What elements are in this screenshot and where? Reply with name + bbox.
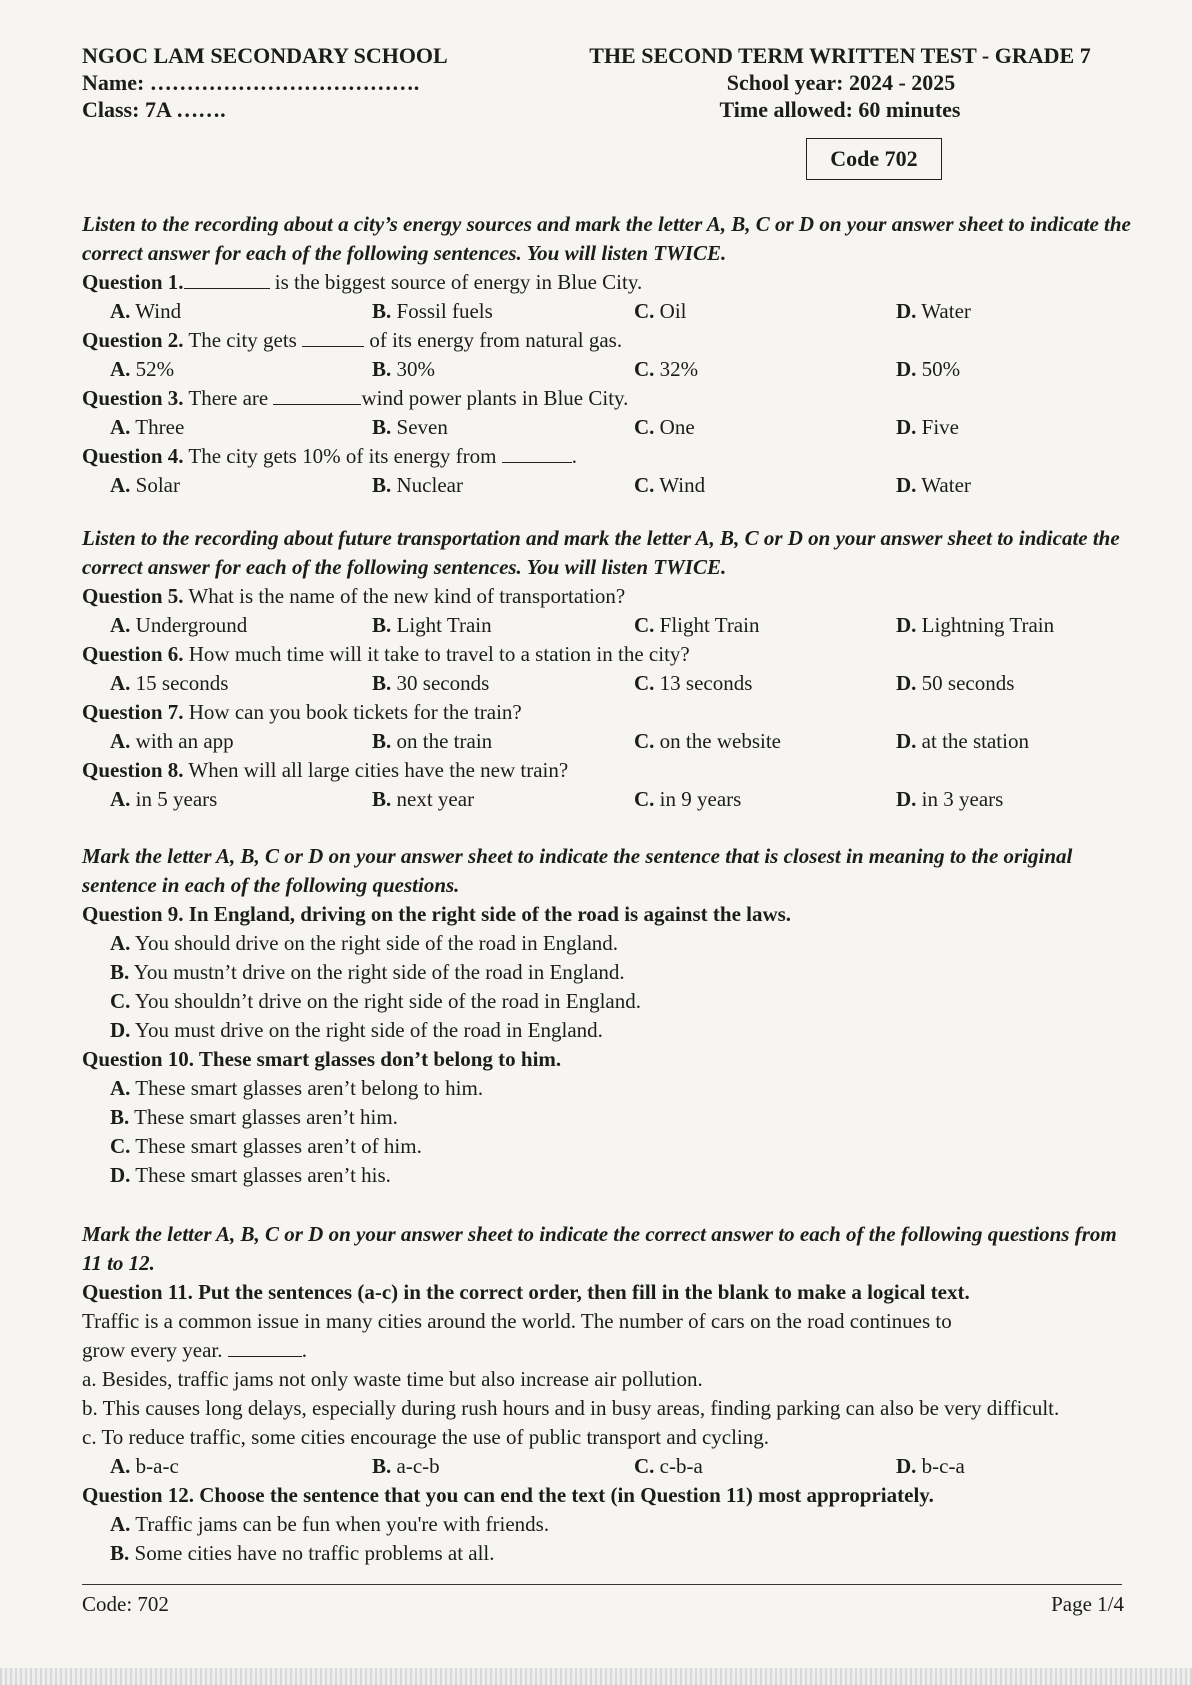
option-d: D. in 3 years: [896, 787, 1004, 811]
question-10: Question 10. These smart glasses don’t belong to him.: [82, 1047, 562, 1071]
question-number: Question 7.: [82, 700, 184, 724]
options-row: [82, 611, 1132, 640]
question-number: Question 6.: [82, 642, 184, 666]
option-b: B. These smart glasses aren’t him.: [110, 1105, 398, 1129]
question-12: Question 12. Choose the sentence that you can end the text (in Question 11) most appropriately.: [82, 1483, 934, 1507]
passage-line: grow every year. .: [82, 1338, 308, 1362]
option-d: D. Lightning Train: [896, 613, 1055, 637]
sentence-b: b. This causes long delays, especially during rush hours and in busy areas, finding parking can also be very difficult.: [82, 1396, 1060, 1420]
page-number: Page 1/4: [1051, 1592, 1124, 1616]
footer-divider: [82, 1584, 1122, 1585]
section-ordering: [82, 1220, 1132, 1568]
option-b: B. 30%: [372, 357, 436, 381]
option-d: D. b-c-a: [896, 1454, 965, 1478]
question-9: Question 9. In England, driving on the right side of the road is against the laws.: [82, 902, 792, 926]
answer-blank: [302, 328, 364, 347]
option-a: A. You should drive on the right side of the road in England.: [110, 931, 619, 955]
answer-blank: [273, 386, 361, 405]
option-d: D. You must drive on the right side of the road in England.: [110, 1018, 603, 1042]
class-field: Class: 7A …….: [82, 97, 226, 122]
option-d: D. Water: [896, 299, 971, 323]
section-instruction: Listen to the recording about future transportation and mark the letter A, B, C or D on your answer sheet to indicate the correct answer for each of the following sentences. You will listen TWICE.: [82, 526, 1120, 579]
option-d: D. Five: [896, 415, 960, 439]
option-a: A. Solar: [110, 473, 180, 497]
option-c: C. c-b-a: [634, 1454, 703, 1478]
option-d: D. 50 seconds: [896, 671, 1015, 695]
footer-code: Code: 702: [82, 1592, 169, 1616]
question-number: Question 5.: [82, 584, 184, 608]
test-title: THE SECOND TERM WRITTEN TEST - GRADE 7: [589, 43, 1091, 68]
exam-code-box: Code 702: [806, 138, 942, 180]
answer-blank: [184, 270, 270, 289]
option-b: B. a-c-b: [372, 1454, 440, 1478]
question-6: Question 6. How much time will it take to travel to a station in the city?: [82, 642, 690, 666]
section-transportation: [82, 524, 1132, 814]
question-4: Question 4. The city gets 10% of its energy from .: [82, 444, 578, 468]
question-3: Question 3. There are wind power plants in Blue City.: [82, 386, 629, 410]
option-c: C. 32%: [634, 357, 699, 381]
options-row: [82, 1452, 1132, 1481]
option-d: D. These smart glasses aren’t his.: [110, 1163, 391, 1187]
question-number: Question 2.: [82, 328, 184, 352]
option-c: C. in 9 years: [634, 787, 742, 811]
options-row: [82, 727, 1132, 756]
option-a: A. in 5 years: [110, 787, 218, 811]
question-number: Question 8.: [82, 758, 184, 782]
question-11: Question 11. Put the sentences (a-c) in the correct order, then fill in the blank to make a logical text.: [82, 1280, 970, 1304]
answer-blank: [228, 1338, 302, 1357]
option-c: C. on the website: [634, 729, 781, 753]
time-allowed: Time allowed: 60 minutes: [719, 97, 961, 122]
header-left: [82, 42, 448, 123]
option-a: A. Three: [110, 415, 185, 439]
option-b: B. Some cities have no traffic problems at all.: [110, 1541, 495, 1565]
option-b: B. 30 seconds: [372, 671, 490, 695]
question-number: Question 3.: [82, 386, 184, 410]
question-5: Question 5. What is the name of the new kind of transportation?: [82, 584, 626, 608]
option-b: B. on the train: [372, 729, 493, 753]
school-name: NGOC LAM SECONDARY SCHOOL: [82, 43, 448, 68]
answer-blank: [502, 444, 572, 463]
option-a: A. These smart glasses aren’t belong to him.: [110, 1076, 484, 1100]
option-d: D. 50%: [896, 357, 961, 381]
options-row: [82, 355, 1132, 384]
option-a: A. 15 seconds: [110, 671, 229, 695]
options-row: [82, 297, 1132, 326]
option-c: C. One: [634, 415, 695, 439]
options-row: [82, 785, 1132, 814]
option-d: D. at the station: [896, 729, 1029, 753]
option-b: B. Fossil fuels: [372, 299, 493, 323]
question-1: Question 1. is the biggest source of energy in Blue City.: [82, 270, 643, 294]
section-instruction: Mark the letter A, B, C or D on your answer sheet to indicate the sentence that is closest in meaning to the original sentence in each of the following questions.: [82, 844, 1073, 897]
question-8: Question 8. When will all large cities have the new train?: [82, 758, 569, 782]
option-c: C. You shouldn’t drive on the right side of the road in England.: [110, 989, 641, 1013]
question-7: Question 7. How can you book tickets for the train?: [82, 700, 522, 724]
school-year: School year: 2024 - 2025: [726, 70, 956, 95]
option-c: C. These smart glasses aren’t of him.: [110, 1134, 422, 1158]
question-number: Question 1.: [82, 270, 184, 294]
section-instruction: Listen to the recording about a city’s energy sources and mark the letter A, B, C or D on your answer sheet to indicate the correct answer for each of the following sentences. You will listen TWICE.: [82, 212, 1131, 265]
header-right: [560, 42, 1120, 123]
option-c: C. Oil: [634, 299, 687, 323]
option-b: B. Light Train: [372, 613, 492, 637]
section-energy: [82, 210, 1132, 500]
option-d: D. Water: [896, 473, 971, 497]
scan-edge: [0, 1668, 1192, 1685]
question-number: Question 4.: [82, 444, 184, 468]
option-a: A. Underground: [110, 613, 248, 637]
option-b: B. Seven: [372, 415, 448, 439]
passage-line: Traffic is a common issue in many cities around the world. The number of cars on the road continues to: [82, 1309, 952, 1333]
option-a: A. with an app: [110, 729, 234, 753]
options-row: [82, 669, 1132, 698]
option-b: B. next year: [372, 787, 475, 811]
question-2: Question 2. The city gets of its energy from natural gas.: [82, 328, 623, 352]
option-c: C. 13 seconds: [634, 671, 753, 695]
section-closest-meaning: [82, 842, 1132, 1190]
student-name-field: Name: ……………………………….: [82, 70, 420, 95]
option-a: A. Traffic jams can be fun when you're with friends.: [110, 1512, 550, 1536]
options-row: [82, 471, 1132, 500]
option-b: B. You mustn’t drive on the right side of the road in England.: [110, 960, 625, 984]
sentence-c: c. To reduce traffic, some cities encourage the use of public transport and cycling.: [82, 1425, 770, 1449]
sentence-a: a. Besides, traffic jams not only waste time but also increase air pollution.: [82, 1367, 703, 1391]
option-a: A. b-a-c: [110, 1454, 179, 1478]
option-a: A. 52%: [110, 357, 175, 381]
options-row: [82, 413, 1132, 442]
option-a: A. Wind: [110, 299, 182, 323]
option-b: B. Nuclear: [372, 473, 463, 497]
section-instruction: Mark the letter A, B, C or D on your answer sheet to indicate the correct answer to each of the following questions from 11 to 12.: [82, 1222, 1117, 1275]
option-c: C. Wind: [634, 473, 706, 497]
option-c: C. Flight Train: [634, 613, 760, 637]
